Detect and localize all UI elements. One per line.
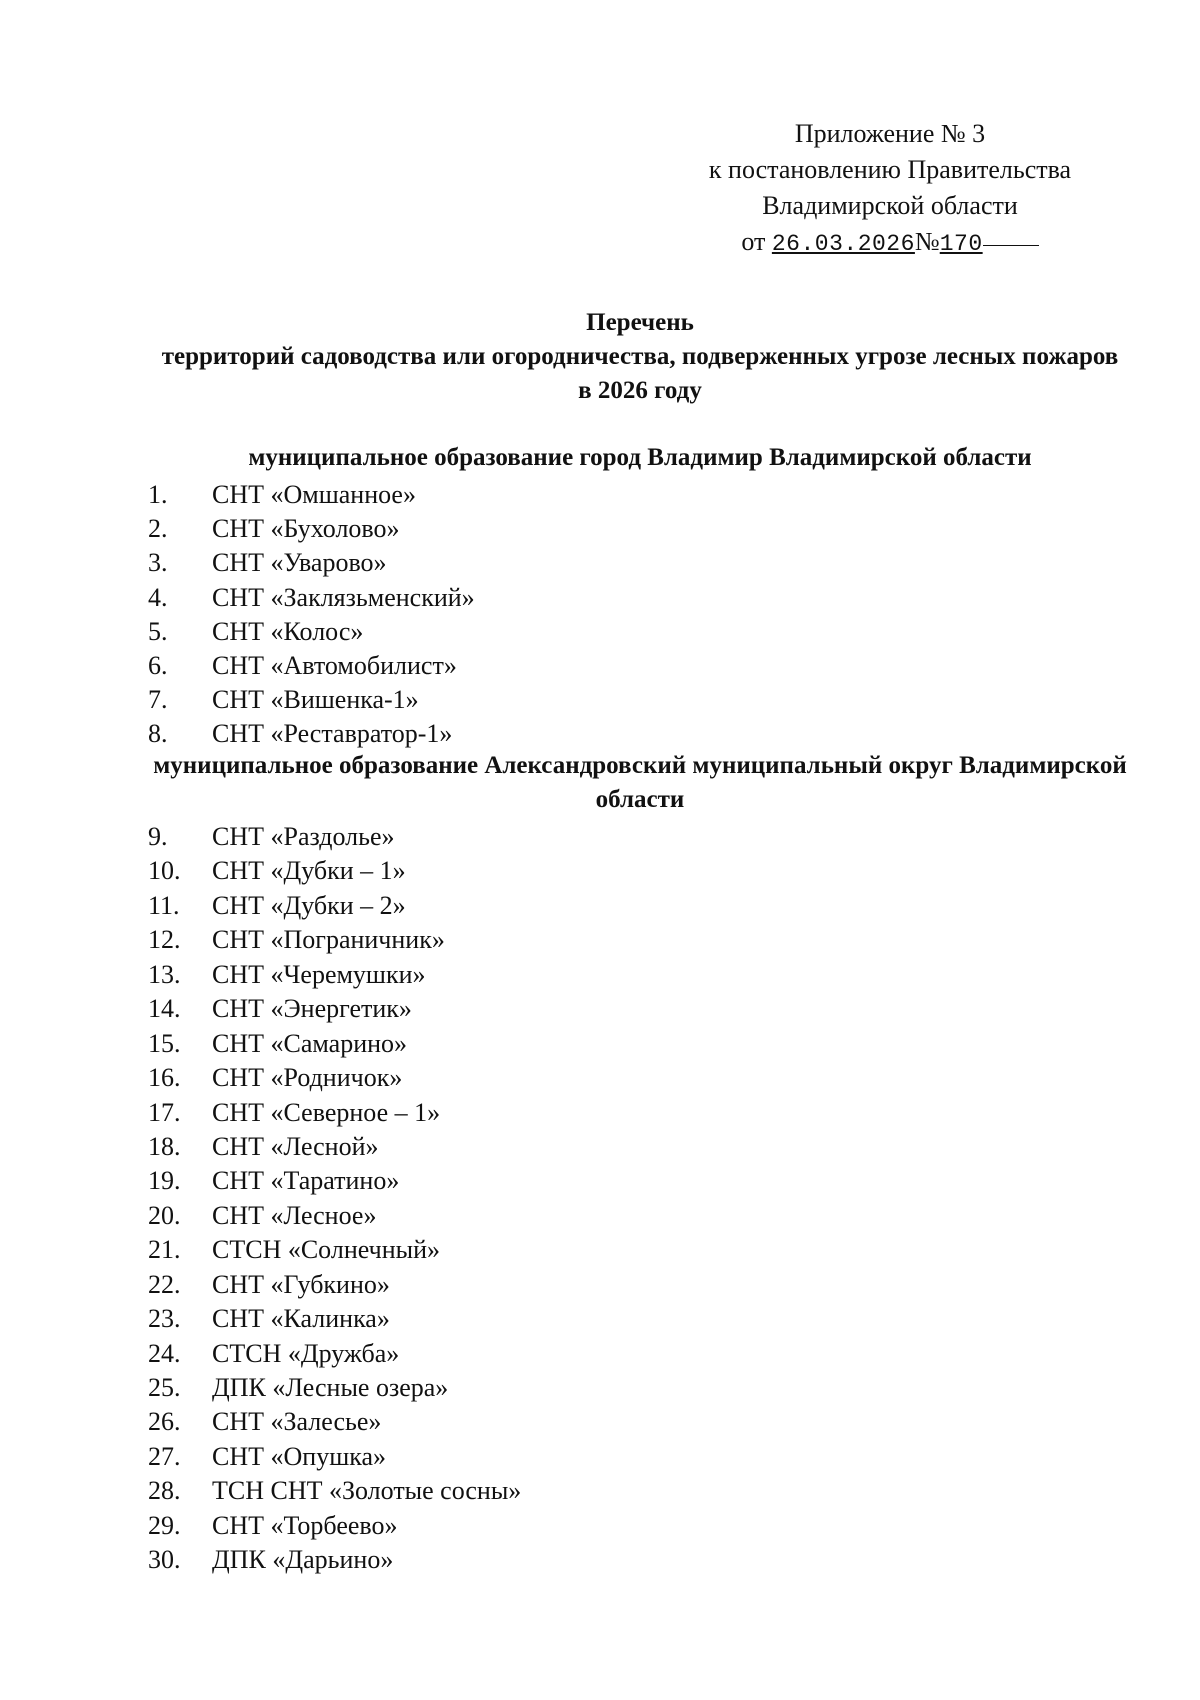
item-number: 4. <box>148 582 168 612</box>
list-item <box>148 1268 521 1302</box>
item-name: СТСН «Дружба» <box>212 1338 400 1368</box>
item-name: СНТ «Колос» <box>212 616 364 646</box>
list-item <box>148 958 521 992</box>
item-number: 13. <box>148 959 181 989</box>
item-name: СНТ «Родничок» <box>212 1063 403 1093</box>
item-number: 30. <box>148 1545 181 1575</box>
item-name: СТСН «Солнечный» <box>212 1235 440 1265</box>
item-number: 21. <box>148 1235 181 1265</box>
item-number: 22. <box>148 1269 181 1299</box>
item-name: СНТ «Омшанное» <box>212 480 416 509</box>
number-blank-underline <box>983 245 1039 246</box>
list-item <box>148 546 475 580</box>
item-name: СНТ «Уварово» <box>212 548 387 578</box>
item-name: СНТ «Опушка» <box>212 1441 386 1471</box>
list-item <box>148 1164 521 1198</box>
list-item <box>148 1199 521 1233</box>
list-item <box>148 1405 521 1439</box>
list-item <box>148 1371 521 1405</box>
list-item <box>148 1302 521 1336</box>
item-number: 2. <box>148 514 168 544</box>
item-number: 25. <box>148 1373 181 1402</box>
list-item <box>148 1233 521 1267</box>
item-name: СНТ «Дубки – 2» <box>212 890 406 920</box>
list-item <box>148 1474 521 1508</box>
number-sign: № <box>914 227 940 256</box>
item-name: СНТ «Залесье» <box>212 1407 382 1437</box>
list-item <box>148 649 475 683</box>
list-item <box>148 683 475 717</box>
date-value: 26.03.2026 <box>771 231 915 257</box>
item-name: СНТ «Калинка» <box>212 1304 390 1334</box>
item-name: СНТ «Таратино» <box>212 1166 400 1196</box>
list-item <box>148 854 521 888</box>
item-number: 20. <box>148 1200 181 1230</box>
appendix-header <box>660 116 1120 262</box>
list-item <box>148 1130 521 1164</box>
item-number: 11. <box>148 890 180 920</box>
item-number: 24. <box>148 1338 181 1368</box>
item-name: СНТ «Лесное» <box>212 1200 377 1230</box>
item-name: СНТ «Пограничник» <box>212 925 445 955</box>
list-item <box>148 923 521 957</box>
list-item <box>148 615 475 649</box>
item-name: СНТ «Дубки – 1» <box>212 856 406 886</box>
item-name: СНТ «Черемушки» <box>212 959 426 989</box>
list-item <box>148 889 521 923</box>
item-number: 27. <box>148 1441 181 1471</box>
item-number: 12. <box>148 925 181 955</box>
item-number: 26. <box>148 1407 181 1437</box>
item-name: СНТ «Раздолье» <box>212 822 395 851</box>
item-name: СНТ «Северное – 1» <box>212 1097 441 1127</box>
territory-list <box>148 478 475 752</box>
list-item <box>148 1061 521 1095</box>
item-name: ДПК «Дарьино» <box>212 1545 394 1575</box>
list-item <box>148 992 521 1026</box>
item-number: 5. <box>148 616 168 646</box>
title-subtitle: территорий садоводства или огородничества, подверженных угрозе лесных пожаров в 2026 году <box>161 343 1119 404</box>
item-name: СНТ «Энергетик» <box>212 994 412 1024</box>
item-number: 14. <box>148 994 181 1024</box>
appendix-line-2: к постановлению Правительства <box>708 155 1072 184</box>
appendix-date-line <box>660 224 1120 262</box>
item-number: 18. <box>148 1131 181 1161</box>
item-name: СНТ «Заклязьменский» <box>212 582 475 612</box>
item-number: 28. <box>148 1476 181 1506</box>
item-number: 23. <box>148 1304 181 1334</box>
item-number: 7. <box>148 685 168 715</box>
item-name: СНТ «Лесной» <box>212 1131 379 1161</box>
item-name: СНТ «Бухолово» <box>212 514 400 544</box>
list-item <box>148 1337 521 1371</box>
item-number: 16. <box>148 1063 181 1093</box>
item-name: ДПК «Лесные озера» <box>212 1373 449 1402</box>
item-name: СНТ «Торбеево» <box>212 1510 398 1540</box>
item-number: 29. <box>148 1510 181 1540</box>
appendix-line-1: Приложение № 3 <box>794 119 986 148</box>
item-number: 3. <box>148 548 168 578</box>
document-title <box>150 306 1130 408</box>
list-item <box>148 478 475 512</box>
item-name: ТСН СНТ «Золотые сосны» <box>212 1476 522 1506</box>
list-item <box>148 717 475 751</box>
appendix-line-3: Владимирской области <box>762 191 1018 220</box>
section-heading: муниципальное образование Александровский муниципальный округ Владимирской области <box>153 752 1127 813</box>
item-name: СНТ «Губкино» <box>212 1269 390 1299</box>
item-number: 6. <box>148 650 168 680</box>
item-number: 9. <box>148 822 168 851</box>
item-name: СНТ «Реставратор-1» <box>212 719 453 749</box>
list-item <box>148 581 475 615</box>
section-heading: муниципальное образование город Владимир Владимирской области <box>248 444 1032 471</box>
list-item <box>148 512 475 546</box>
item-name: СНТ «Автомобилист» <box>212 650 457 680</box>
number-value: 170 <box>939 231 983 257</box>
item-name: СНТ «Вишенка-1» <box>212 685 419 715</box>
date-prefix: от <box>741 227 766 256</box>
list-item <box>148 820 521 854</box>
item-number: 19. <box>148 1166 181 1196</box>
item-number: 17. <box>148 1097 181 1127</box>
item-name: СНТ «Самарино» <box>212 1028 408 1058</box>
item-number: 10. <box>148 856 181 886</box>
list-item <box>148 1440 521 1474</box>
list-item <box>148 1027 521 1061</box>
territory-list <box>148 820 521 1578</box>
item-number: 15. <box>148 1028 181 1058</box>
item-number: 8. <box>148 719 168 749</box>
list-item <box>148 1543 521 1577</box>
list-item <box>148 1509 521 1543</box>
title-heading: Перечень <box>586 309 694 336</box>
item-number: 1. <box>148 480 168 509</box>
list-item <box>148 1096 521 1130</box>
